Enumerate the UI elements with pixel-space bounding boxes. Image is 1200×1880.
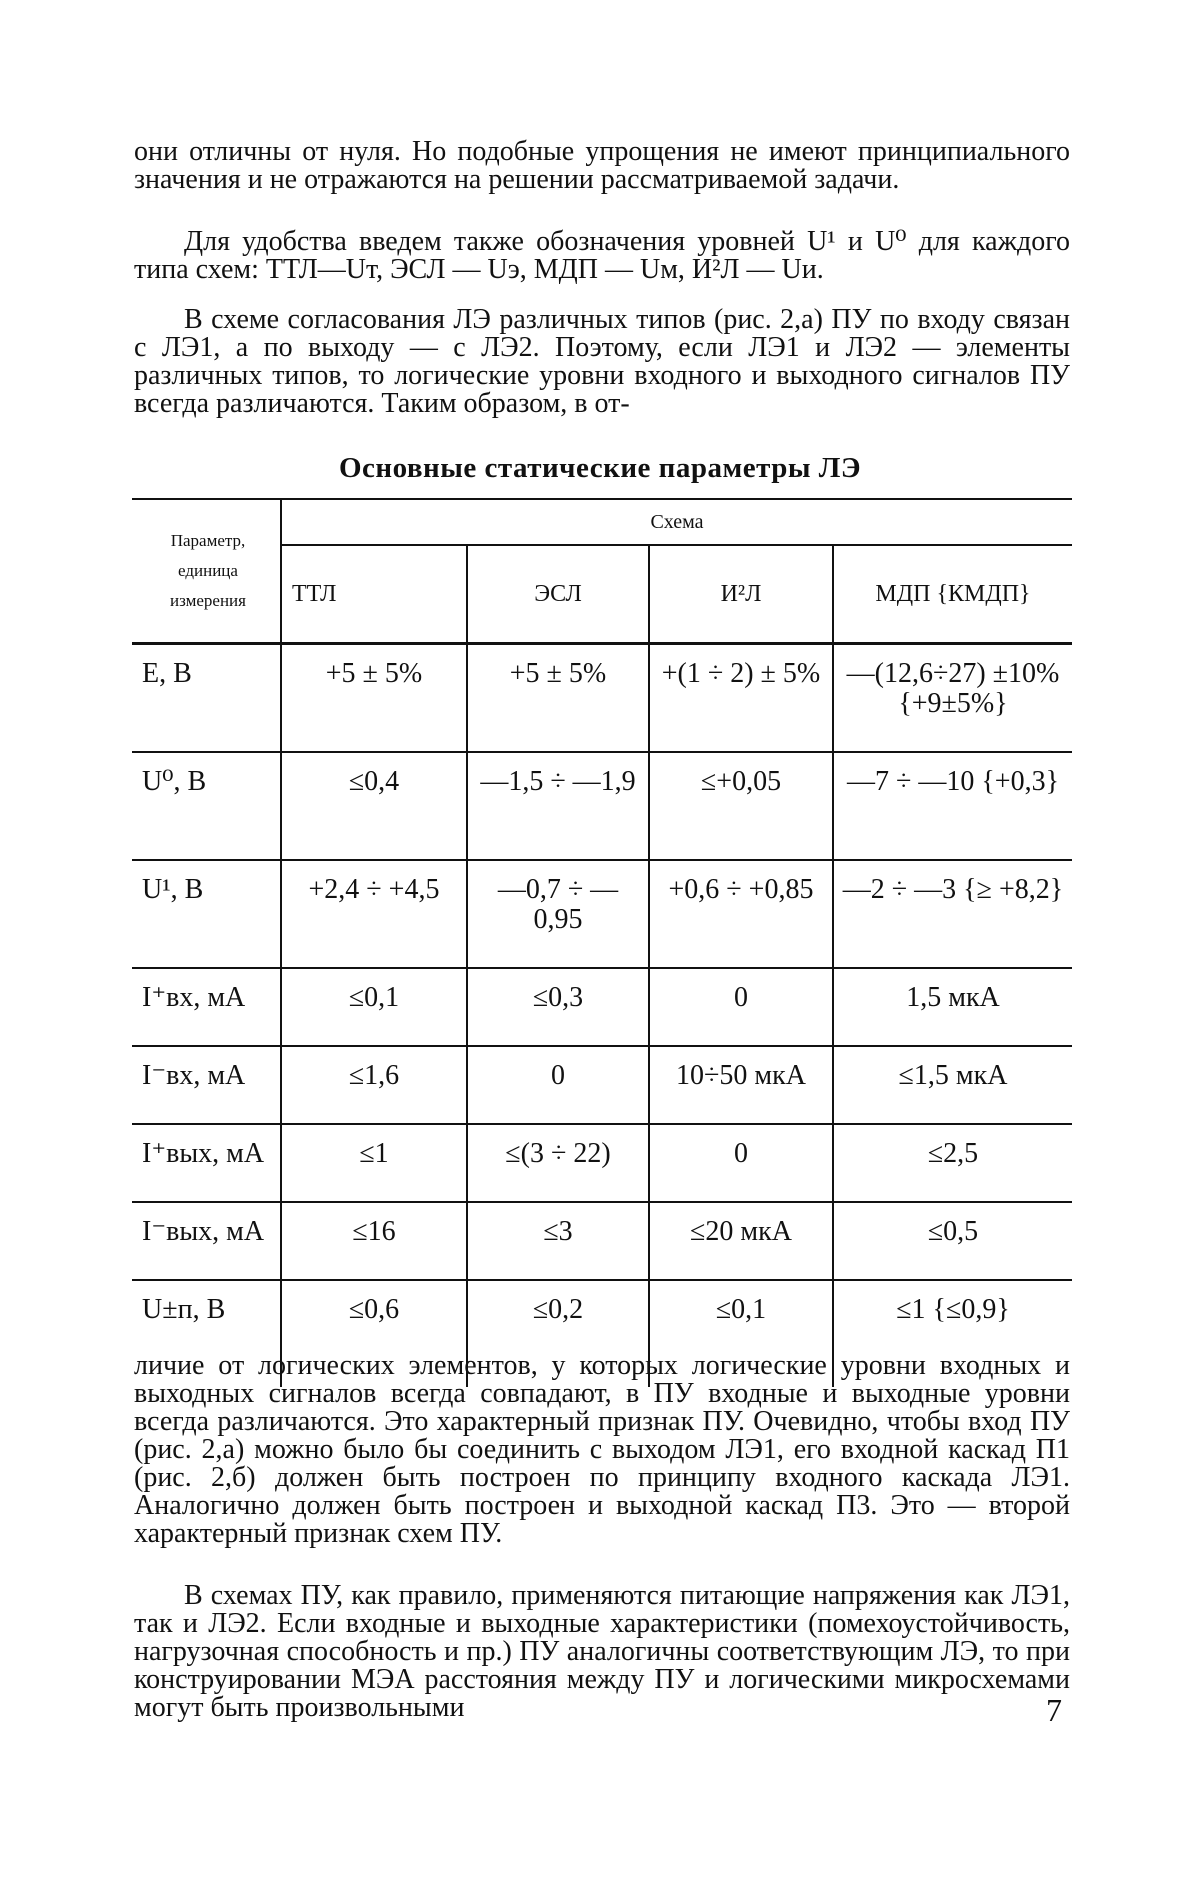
table-row bbox=[132, 968, 1072, 1046]
header-col-mdp: МДП {КМДП} bbox=[833, 545, 1072, 644]
page-number: 7 bbox=[1046, 1692, 1062, 1729]
cell-value: —(12,6÷27) ±10% {+9±5%} bbox=[833, 644, 1072, 753]
cell-value: ≤1 bbox=[281, 1124, 467, 1202]
cell-value: ≤0,3 bbox=[467, 968, 649, 1046]
cell-value: +(1 ÷ 2) ± 5% bbox=[649, 644, 833, 753]
paragraph-bottom-1: личие от логических элементов, у которых логические уровни входных и выходных сигналов всегда совпадают, в ПУ входные и выходные уровни всегда различаются. Это характерный признак ПУ. Очевидно, чтобы вход ПУ (рис. 2,а) можно было бы соединить с выходом ЛЭ1, его входной каскад П1 (рис. 2,б) должен быть построен по принципу входного каскада ЛЭ1. Аналогично должен быть построен и выходной каскад П3. Это — второй характерный признак схем ПУ. bbox=[134, 1352, 1070, 1548]
cell-value: 0 bbox=[649, 968, 833, 1046]
paragraph-top-1: они отличны от нуля. Но подобные упрощения не имеют принципиального значения и не отражаются на решении рассматриваемой задачи. bbox=[134, 138, 1070, 194]
cell-value: ≤20 мкА bbox=[649, 1202, 833, 1280]
cell-value: +2,4 ÷ +4,5 bbox=[281, 860, 467, 968]
parameters-table bbox=[132, 498, 1072, 1387]
table-row bbox=[132, 1046, 1072, 1124]
header-schema: Схема bbox=[281, 499, 1072, 545]
table-row bbox=[132, 1124, 1072, 1202]
cell-value: —0,7 ÷ —0,95 bbox=[467, 860, 649, 968]
cell-value: ≤+0,05 bbox=[649, 752, 833, 860]
table-row bbox=[132, 752, 1072, 860]
table-caption: Основные статические параметры ЛЭ bbox=[0, 452, 1200, 485]
cell-value: +0,6 ÷ +0,85 bbox=[649, 860, 833, 968]
header-parameter: Параметр, единица измерения bbox=[132, 499, 281, 644]
cell-value: ≤1,5 мкА bbox=[833, 1046, 1072, 1124]
cell-value: ≤2,5 bbox=[833, 1124, 1072, 1202]
paragraph-bottom-2: В схемах ПУ, как правило, применяются питающие напряжения как ЛЭ1, так и ЛЭ2. Если входные и выходные характеристики (помехоустойчивость, нагрузочная способность и пр.) ПУ аналогичны соответствующим ЛЭ, то при конструировании МЭА расстояния между ПУ и логическими микросхемами могут быть произвольными bbox=[134, 1582, 1070, 1722]
cell-value: 0 bbox=[467, 1046, 649, 1124]
cell-value: ≤0,1 bbox=[281, 968, 467, 1046]
cell-value: +5 ± 5% bbox=[467, 644, 649, 753]
cell-value: ≤1 {≤0,9} bbox=[833, 1280, 1072, 1387]
header-col-esl: ЭСЛ bbox=[467, 545, 649, 644]
header-col-ttl: ТТЛ bbox=[281, 545, 467, 644]
table-row bbox=[132, 860, 1072, 968]
row-param: I⁺вых, мА bbox=[132, 1124, 281, 1202]
paragraph-top-3: В схеме согласования ЛЭ различных типов (рис. 2,а) ПУ по входу связан с ЛЭ1, а по выходу — с ЛЭ2. Поэтому, если ЛЭ1 и ЛЭ2 — элементы различных типов, то логические уровни входного и выходного сигналов ПУ всегда различаются. Таким образом, в от- bbox=[134, 306, 1070, 418]
cell-value: —1,5 ÷ —1,9 bbox=[467, 752, 649, 860]
paragraph-top-2: Для удобства введем также обозначения уровней U¹ и U⁰ для каждого типа схем: ТТЛ—Uт, ЭСЛ — Uэ, МДП — Uм, И²Л — Uи. bbox=[134, 228, 1070, 284]
cell-value: ≤0,5 bbox=[833, 1202, 1072, 1280]
header-col-i2l: И²Л bbox=[649, 545, 833, 644]
row-param: I⁻вых, мА bbox=[132, 1202, 281, 1280]
cell-value: ≤3 bbox=[467, 1202, 649, 1280]
cell-value: ≤0,4 bbox=[281, 752, 467, 860]
cell-value: ≤1,6 bbox=[281, 1046, 467, 1124]
cell-value: —7 ÷ —10 {+0,3} bbox=[833, 752, 1072, 860]
cell-value: ≤0,6 bbox=[281, 1280, 467, 1387]
row-param: I⁺вх, мА bbox=[132, 968, 281, 1046]
cell-value: ≤(3 ÷ 22) bbox=[467, 1124, 649, 1202]
cell-value: 0 bbox=[649, 1124, 833, 1202]
cell-value: ≤0,2 bbox=[467, 1280, 649, 1387]
cell-value: ≤0,1 bbox=[649, 1280, 833, 1387]
cell-value: ≤16 bbox=[281, 1202, 467, 1280]
table-row bbox=[132, 1202, 1072, 1280]
cell-value: —2 ÷ —3 {≥ +8,2} bbox=[833, 860, 1072, 968]
table-row bbox=[132, 644, 1072, 753]
book-page bbox=[0, 0, 1200, 1880]
cell-value: 1,5 мкА bbox=[833, 968, 1072, 1046]
row-param: I⁻вх, мА bbox=[132, 1046, 281, 1124]
cell-value: +5 ± 5% bbox=[281, 644, 467, 753]
row-param: E, В bbox=[132, 644, 281, 753]
row-param: U⁰, В bbox=[132, 752, 281, 860]
cell-value: 10÷50 мкА bbox=[649, 1046, 833, 1124]
row-param: U¹, В bbox=[132, 860, 281, 968]
row-param: U±п, В bbox=[132, 1280, 281, 1387]
